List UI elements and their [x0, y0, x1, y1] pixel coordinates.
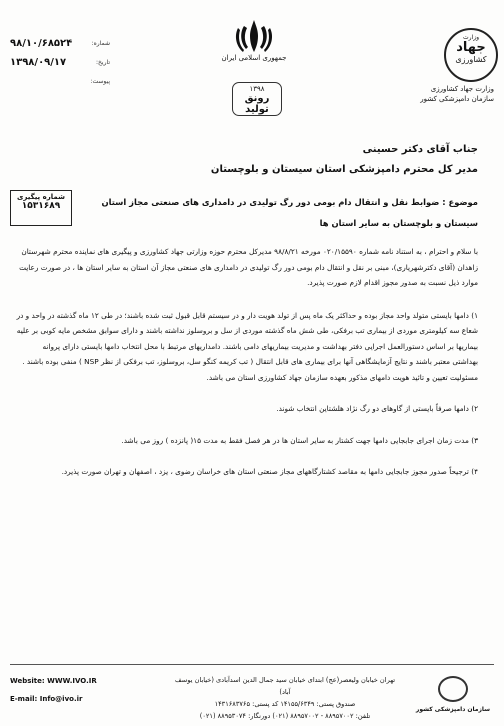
footer-logo-caption: سازمان دامپزشکی کشور — [415, 706, 491, 713]
tracking-label: شماره پیگیری — [17, 193, 65, 201]
logo-top-text: وزارت — [462, 34, 479, 41]
footer-logo — [412, 676, 494, 713]
letter-number-label: شماره: — [91, 40, 110, 47]
letter-reference-block — [10, 34, 110, 91]
seal-year: ۱۳۹۸ — [249, 85, 265, 93]
footer-contacts — [10, 672, 97, 708]
tracking-number-box — [10, 190, 72, 226]
footer-divider — [10, 664, 494, 665]
ministry-caption-line2: سازمان دامپزشکی کشور — [420, 95, 494, 103]
body-point-3: ۳) مدت زمان اجرای جابجایی دامها جهت کشتار به سایر استان ها در هر فصل فقط به مدت ۱۵( پانزده ) روز می باشد. — [121, 435, 478, 445]
body-intro: با سلام و احترام ، به استناد نامه شماره ۰۲۰/۱۵۵۹۰ مورخه ۹۸/۸/۲۱ مدیرکل محترم حوزه وزارتی جهاد کشاورزی و پیگیری های نماینده محترم شهرستان زاهدان (آقای دکترشهریاری)، مبنی بر نقل و انتقال دام بومی دور رگ تولیدی در دامداری های صنعتی مجاز آن استان به سایر استان ها ، در صورت رعایت موارد ذیل نسبت به صدور مجوز اقدام لازم صورت پذیرد. — [19, 247, 478, 287]
letter-number-row — [10, 34, 110, 53]
logo-sub-text: کشاورزی — [455, 55, 487, 64]
letter-date-label: تاریخ: — [96, 59, 110, 66]
footer-address-line3: تلفن: ۸۸۹۵۷۰۰۲ - ۸۸۹۵۷۰۰۲ (۰۲۱) دورنگار: ۸۸۹۵۳۰۷۴ (۰۲۱) — [199, 712, 371, 720]
recipient-title: مدیر کل محترم دامپزشکی استان سیستان و بلوچستان — [210, 164, 478, 175]
recipient-block — [118, 140, 478, 180]
footer-address-line2: صندوق پستی: ۱۴۱۵۵/۶۳۴۹ کد پستی: ۱۴۳۱۶۸۳۷۶۵ — [214, 700, 356, 708]
recipient-name: جناب آقای دکتر حسینی — [362, 144, 478, 155]
letter-body — [16, 244, 478, 496]
letter-attachment-row — [10, 72, 110, 91]
body-point-4: ۴) ترجیحاً صدور مجوز جابجایی دامها به مقاصد کشتارگاههای مجاز صنعتی استان های خراسان رضوی ، یزد ، اصفهان و تهران صورت پذیرد. — [61, 467, 478, 476]
tracking-value: ۱۵۳۱۶۸۹ — [21, 201, 61, 211]
ministry-logo — [444, 28, 498, 82]
vet-organization-logo-icon — [438, 676, 468, 702]
letter-subject: موضوع : ضوابط نقل و انتقال دام بومی دور رگ تولیدی در دامداری های صنعتی مجاز استان سیستان و بلوچستان به سایر استان ها — [101, 197, 478, 228]
body-point-1: ۱) دامها بایستی متولد واحد مجاز بوده و حداکثر یک ماه پس از تولد هویت دار و در سیستم قابل قبول ثبت شده باشند؛ در طی ۱۲ ماه گذشته در واحد و در شعاع سه کیلومتری موردی از بیماری تب برفکی، طی شش ماه گذشته موردی از سل و بروسلوز نداشته باشند و دارای سوابق مشخص مایه کوبی بر علیه بیماریها بر اساس دستورالعمل اجرایی دفتر بهداشت و مدیریت بیماریهای دامی باشند. دامداریهای مرتبط با محل انتخاب دامها بایستی دارای پروانه بهداشتی معتبر باشند و نتایج آزمایشگاهی آنها برای بیماری های قابل انتقال ( تب کریمه کنگو سل، بروسلوز، تب برفکی از نظر NSP ) منفی بوده باشند . مسئولیت تعیین و تائید هویت دامهای مذکور بعهده سازمان جهاد کشاورزی استان می باشد. — [16, 310, 478, 382]
body-point-2: ۲) دامها صرفاً بایستی از گاوهای دو رگ نژاد هلشتاین انتخاب شوند. — [276, 404, 478, 413]
production-boom-seal — [232, 82, 282, 116]
footer-website: Website: WWW.IVO.IR — [10, 677, 97, 685]
emblem-caption: جمهوری اسلامی ایران — [221, 54, 287, 62]
logo-name-text: جهاد — [456, 40, 486, 55]
iran-emblem-icon — [232, 16, 276, 56]
footer-address-line1: تهران خیابان ولیعصر(عج) ابتدای خیابان سید جمال الدین اسدآبادی (خیابان یوسف آباد) — [174, 676, 396, 696]
ministry-caption-line1: وزارت جهاد کشاورزی — [430, 85, 494, 93]
seal-name: رونق تولید — [244, 93, 270, 115]
letter-number-value: ۹۸/۱۰/۶۸۵۲۴ — [10, 38, 73, 49]
letter-attachment-label: پیوست: — [90, 78, 110, 85]
letter-date-row — [10, 53, 110, 72]
letter-date-value: ۱۳۹۸/۰۹/۱۷ — [10, 57, 67, 68]
ministry-caption — [400, 84, 494, 104]
footer-address — [170, 674, 400, 722]
footer-email: E-mail: Info@ivo.ir — [10, 695, 83, 703]
